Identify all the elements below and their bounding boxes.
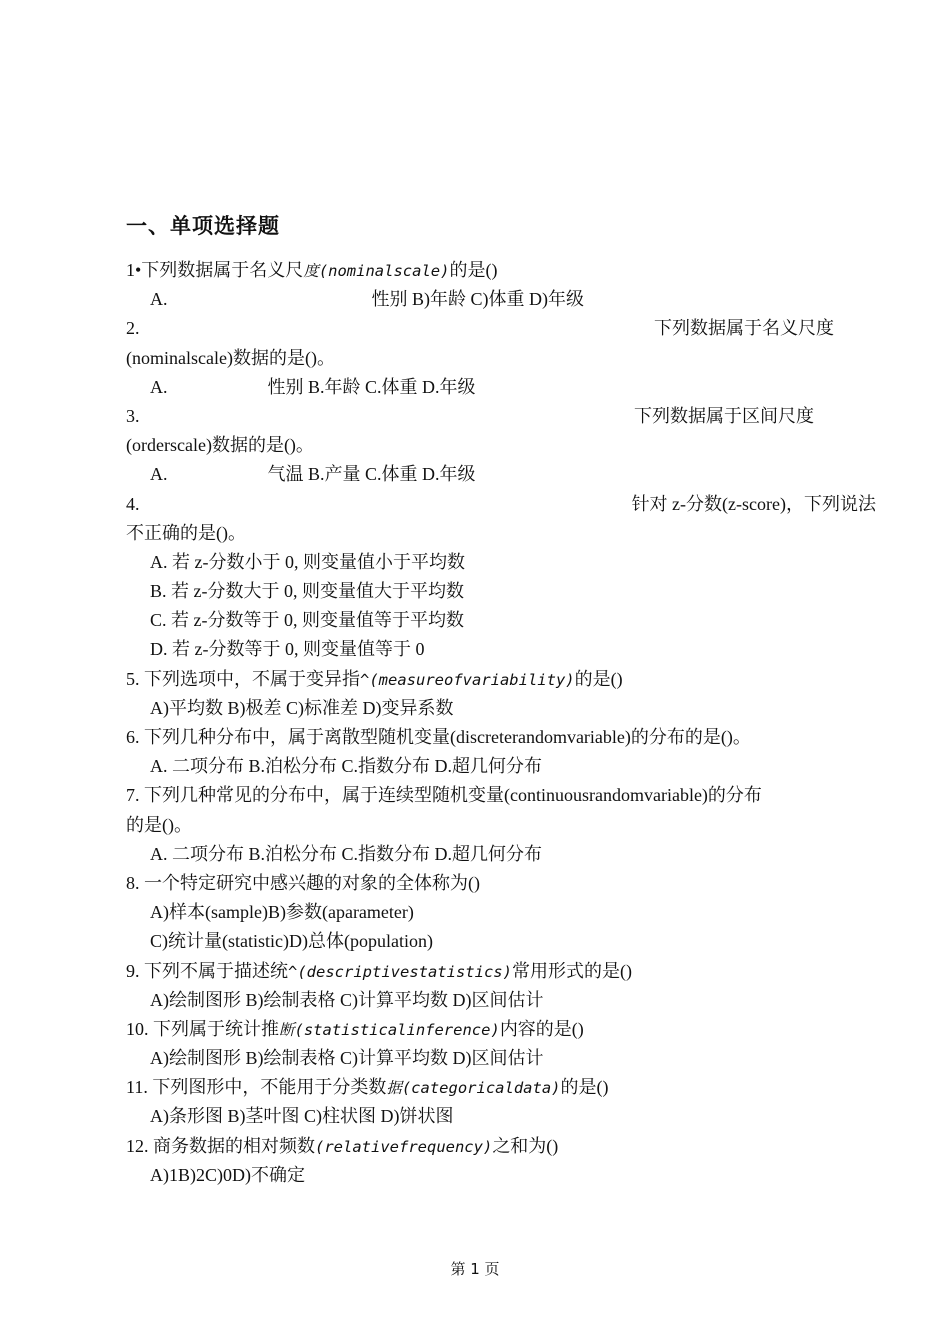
question-8-options-2: C)统计量(statistic)D)总体(population) [150, 931, 433, 952]
question-5-stem [126, 665, 876, 694]
question-11-stem [126, 1073, 876, 1102]
question-5-tail: 的是() [574, 668, 623, 689]
question-7-options: A. 二项分布 B.泊松分布 C.指数分布 D.超几何分布 [150, 843, 543, 864]
question-12-stem [126, 1132, 876, 1161]
question-2-options [126, 373, 876, 402]
option-label: A. [150, 376, 168, 397]
question-12-term: (relativefrequency) [315, 1137, 493, 1156]
question-4-option-d: D. 若 z-分数等于 0, 则变量值等于 0 [150, 639, 425, 660]
question-1-options [126, 285, 876, 314]
question-list [126, 256, 876, 1190]
question-number: 2. [126, 318, 140, 339]
question-6-stem: 6. 下列几种分布中，属于离散型随机变量(discreterandomvariable)的分布的是()。 [126, 727, 751, 747]
question-number: 4. [126, 493, 140, 514]
page-number: 第 1 页 [450, 1260, 500, 1278]
option-label: A. [150, 464, 168, 485]
question-4-text: 针对 z-分数(z-score)，下列说法 [631, 493, 876, 514]
question-7-stem: 7. 下列几种常见的分布中，属于连续型随机变量(continuousrandomvariable)的分布 [126, 785, 762, 806]
question-11-tail: 的是() [560, 1077, 609, 1098]
question-4-option-a: A. 若 z-分数小于 0, 则变量值小于平均数 [150, 551, 465, 572]
question-2-stem [126, 314, 876, 343]
question-9-tail: 常用形式的是() [511, 960, 632, 981]
section-title: 一、单项选择题 [126, 214, 280, 238]
option-text: 性别 B)年龄 C)体重 D)年级 [371, 289, 584, 310]
question-12-text: 12. 商务数据的相对频数 [126, 1135, 315, 1156]
option-text: 气温 B.产量 C.体重 D.年级 [267, 464, 476, 485]
question-12-tail: 之和为() [492, 1135, 559, 1156]
question-3-text: 下列数据属于区间尺度 [634, 405, 814, 426]
question-11-text: 11. 下列图形中，不能用于分类数 [126, 1077, 387, 1098]
question-2-text: 下列数据属于名义尺度 [654, 318, 834, 339]
question-5-text: 5. 下列选项中，不属于变异指 [126, 668, 360, 689]
question-8-options-1: A)样本(sample)B)参数(aparameter) [150, 902, 414, 923]
question-9-options: A)绘制图形 B)绘制表格 C)计算平均数 D)区间估计 [150, 989, 544, 1010]
question-12-options: A)1B)2C)0D)不确定 [150, 1164, 305, 1185]
question-10-text: 10. 下列属于统计推 [126, 1018, 279, 1039]
question-11-term: 据(categoricaldata) [386, 1079, 561, 1098]
question-10-tail: 内容的是() [499, 1018, 584, 1039]
option-label: A. [150, 289, 168, 310]
question-2-stem-cont: (nominalscale)数据的是()。 [126, 347, 335, 368]
question-4-stem [126, 490, 876, 519]
question-8-stem: 8. 一个特定研究中感兴趣的对象的全体称为() [126, 872, 480, 893]
question-5-term: ^(measureofvariability) [360, 670, 575, 689]
question-10-stem [126, 1015, 876, 1044]
option-text: 性别 B.年龄 C.体重 D.年级 [267, 376, 476, 397]
question-1-term: 度(nominalscale) [303, 262, 450, 280]
question-1-stem [126, 256, 876, 285]
question-3-stem [126, 402, 876, 431]
question-11-options: A)条形图 B)茎叶图 C)柱状图 D)饼状图 [150, 1106, 454, 1127]
question-1-text: 1•下列数据属于名义尺 [126, 260, 304, 280]
question-6-options: A. 二项分布 B.泊松分布 C.指数分布 D.超几何分布 [150, 756, 543, 777]
question-10-term: 断(statisticalinference) [279, 1020, 500, 1039]
question-number: 3. [126, 405, 140, 426]
question-10-options: A)绘制图形 B)绘制表格 C)计算平均数 D)区间估计 [150, 1048, 544, 1069]
question-3-stem-cont: (orderscale)数据的是()。 [126, 435, 314, 456]
question-1-tail: 的是() [449, 260, 498, 280]
question-9-term: ^(descriptivestatistics) [288, 962, 512, 981]
question-4-option-b: B. 若 z-分数大于 0, 则变量值大于平均数 [150, 581, 464, 602]
question-9-text: 9. 下列不属于描述统 [126, 960, 288, 981]
question-4-stem-cont: 不正确的是()。 [126, 522, 246, 543]
question-5-options: A)平均数 B)极差 C)标准差 D)变异系数 [150, 697, 454, 718]
question-3-options [126, 460, 876, 489]
question-7-stem-cont: 的是()。 [126, 814, 192, 835]
question-9-stem [126, 957, 876, 986]
question-4-option-c: C. 若 z-分数等于 0, 则变量值等于平均数 [150, 610, 464, 631]
